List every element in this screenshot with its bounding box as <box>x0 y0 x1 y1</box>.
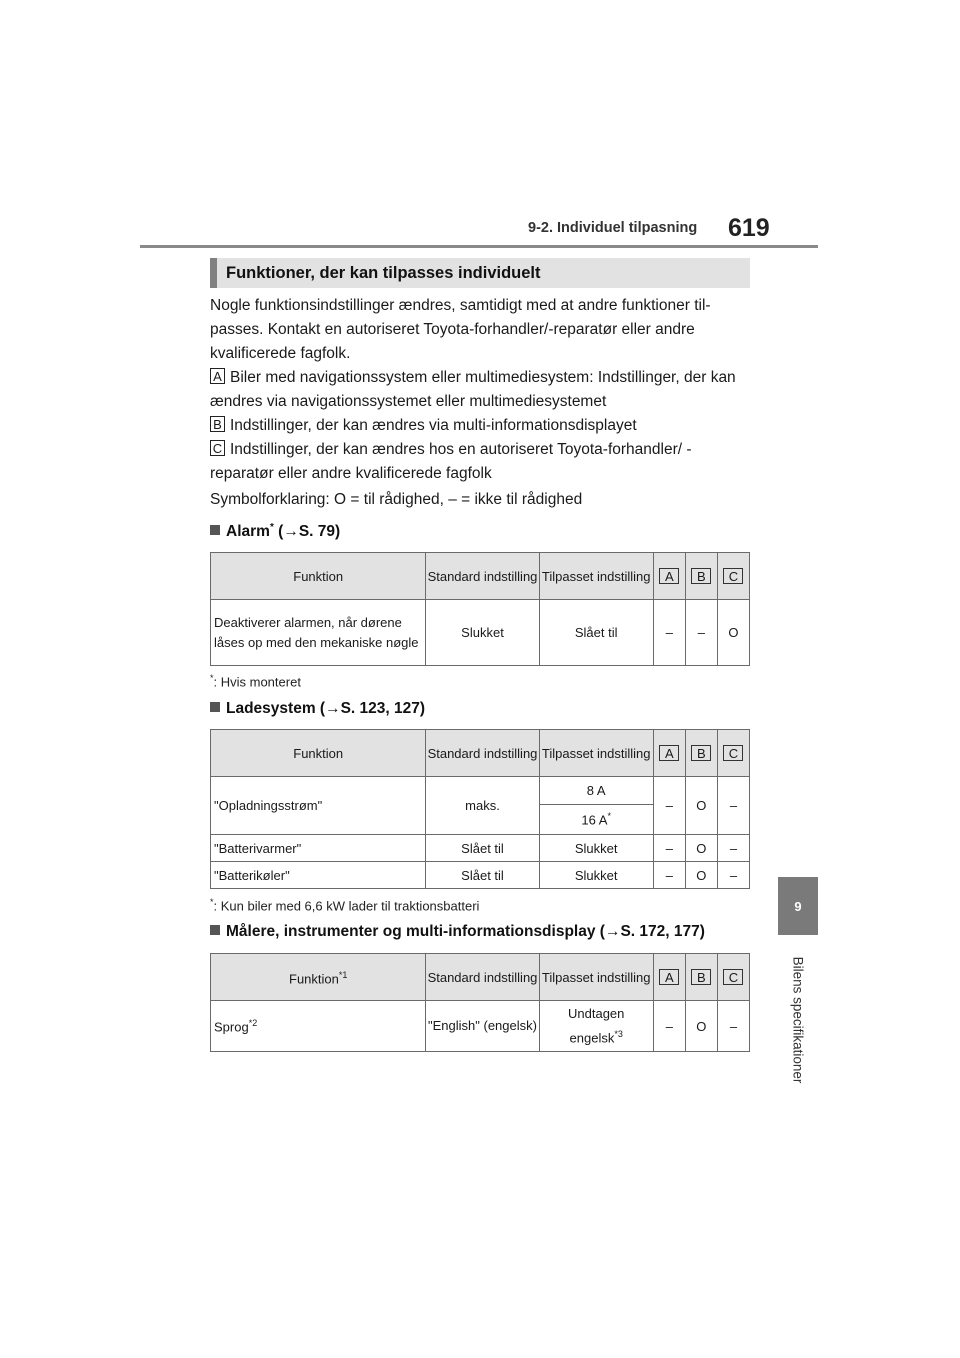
cell-standard: "English" (engelsk) <box>426 1001 539 1052</box>
cell-funktion: "Opladningsstrøm" <box>211 777 426 835</box>
section-heading <box>210 258 750 288</box>
header-c-box: C <box>723 745 743 761</box>
header-a-box: A <box>659 745 679 761</box>
cell-standard: Slukket <box>426 600 539 666</box>
alarm-title: Alarm <box>226 523 270 541</box>
footnote-text: : Hvis monteret <box>213 674 301 690</box>
header-a-box: A <box>659 568 679 584</box>
header-standard: Standard indstilling <box>426 954 539 1001</box>
maalere-title: Målere, instrumenter og multi-informationsdisplay <box>226 923 596 940</box>
list-item-a <box>210 366 755 414</box>
cell-b: – <box>685 600 717 666</box>
cell-a: – <box>653 600 685 666</box>
cell-c: – <box>717 777 749 835</box>
cell-standard: Slået til <box>426 862 539 889</box>
chapter-label-text: Bilens specifikationer <box>790 956 806 1084</box>
header-tilpasset-text: Tilpasset indstilling <box>541 568 651 584</box>
header-c <box>717 730 749 777</box>
cell-funktion: "Batterikøler" <box>211 862 426 889</box>
intro-paragraph: Nogle funktionsindstillinger ændres, samtidigt med at andre funktioner til-passes. Kontakt en autoriseret Toyota-forhandler/-reparatør eller andre kvalificerede fagfolk. <box>210 297 711 362</box>
cell-b: O <box>685 1001 717 1052</box>
table-header-row <box>211 954 750 1001</box>
header-a-box: A <box>659 969 679 985</box>
list-item-b-text: Indstillinger, der kan ændres via multi-informationsdisplayet <box>230 417 637 434</box>
header-b <box>685 730 717 777</box>
list-item-c-text: Indstillinger, der kan ændres hos en autoriseret Toyota-forhandler/ -reparatør eller andre kvalificerede fagfolk <box>210 441 692 482</box>
alarm-ref: (→S. 79) <box>278 523 341 541</box>
cell-tilpasset-1: 8 A <box>539 777 653 805</box>
maalere-heading <box>210 923 705 941</box>
header-a <box>653 553 685 600</box>
maalere-table <box>210 953 750 1052</box>
alarm-heading <box>210 522 340 541</box>
cell-funktion: Deaktiverer alarmen, når dørene låses op med den mekaniske nøgle <box>211 600 426 666</box>
header-b <box>685 553 717 600</box>
cell-a: – <box>653 1001 685 1052</box>
header-funktion-text: Funktion <box>289 971 339 987</box>
header-c <box>717 553 749 600</box>
header-b-box: B <box>691 969 711 985</box>
cell-tilpasset: Slukket <box>539 862 653 889</box>
section-title: 9-2. Individuel tilpasning <box>528 220 698 236</box>
header-standard-text: Standard indstilling <box>427 568 538 584</box>
maalere-ref: (→S. 172, 177) <box>599 923 705 940</box>
header-standard: Standard indstilling <box>426 730 539 777</box>
cell-b: O <box>685 862 717 889</box>
cell-funktion-sup: *2 <box>248 1017 258 1028</box>
cell-tilpasset-2-text: 16 A <box>581 812 608 828</box>
cell-c: – <box>717 1001 749 1052</box>
header-b-box: B <box>691 568 711 584</box>
cell-b: O <box>685 777 717 835</box>
header-c <box>717 954 749 1001</box>
cell-funktion <box>211 1001 426 1052</box>
header-funktion: Funktion <box>211 553 426 600</box>
table-row <box>211 835 750 862</box>
cell-c: – <box>717 835 749 862</box>
header-tilpasset: Tilpasset indstilling <box>539 954 653 1001</box>
footnote-text: : Kun biler med 6,6 kW lader til traktionsbatteri <box>213 898 480 914</box>
table-header-row <box>211 730 750 777</box>
cell-tilpasset-sup: *3 <box>614 1028 623 1039</box>
symbol-legend: Symbolforklaring: O = til rådighed, – = ikke til rådighed <box>210 491 583 508</box>
header-funktion: Funktion <box>211 730 426 777</box>
cell-c: – <box>717 862 749 889</box>
badge-c: C <box>210 440 225 456</box>
header-funktion <box>211 954 426 1001</box>
cell-tilpasset-2-sup: * <box>607 811 611 822</box>
square-bullet-icon <box>210 525 220 535</box>
list-item-a-text: Biler med navigationssystem eller multimediesystem: Indstillinger, der kan ændres via navigationssystemet eller multimediesystemet <box>210 369 736 410</box>
cell-b: O <box>685 835 717 862</box>
cell-a: – <box>653 835 685 862</box>
cell-a: – <box>653 862 685 889</box>
header-b <box>685 954 717 1001</box>
alarm-table <box>210 552 750 666</box>
cell-tilpasset: Slået til <box>539 600 653 666</box>
chapter-label <box>780 944 816 1096</box>
header-c-box: C <box>723 568 743 584</box>
cell-standard: Slået til <box>426 835 539 862</box>
badge-a: A <box>210 368 225 384</box>
cell-c: O <box>717 600 749 666</box>
lade-title: Ladesystem <box>226 700 316 717</box>
page-number: 619 <box>728 214 770 242</box>
cell-tilpasset-text: Undtagen engelsk <box>568 1005 625 1046</box>
footnote-mark: * <box>210 897 214 907</box>
badge-b: B <box>210 416 225 432</box>
cell-funktion: "Batterivarmer" <box>211 835 426 862</box>
table-row <box>211 862 750 889</box>
header-standard <box>426 553 539 600</box>
cell-standard: maks. <box>426 777 539 835</box>
section-heading-text: Funktioner, der kan tilpasses individuelt <box>226 263 541 282</box>
lade-table <box>210 729 750 889</box>
lade-heading <box>210 700 425 718</box>
header-funktion-sup: *1 <box>338 969 348 980</box>
header-c-box: C <box>723 969 743 985</box>
lade-footnote <box>210 897 479 913</box>
header-tilpasset <box>539 553 653 600</box>
chapter-tab: 9 <box>778 877 818 935</box>
square-bullet-icon <box>210 702 220 712</box>
footnote-mark: * <box>210 673 214 683</box>
square-bullet-icon <box>210 925 220 935</box>
cell-tilpasset-2 <box>539 805 653 835</box>
cell-tilpasset <box>539 1001 653 1052</box>
cell-a: – <box>653 777 685 835</box>
header-tilpasset: Tilpasset indstilling <box>539 730 653 777</box>
table-row <box>211 1001 750 1052</box>
table-row <box>211 600 750 666</box>
lade-ref: (→S. 123, 127) <box>319 700 426 717</box>
list-item-c <box>210 438 755 486</box>
header-divider <box>140 245 818 248</box>
cell-tilpasset: Slukket <box>539 835 653 862</box>
cell-funktion-text: Sprog <box>214 1019 249 1035</box>
table-row <box>211 777 750 805</box>
header-a <box>653 730 685 777</box>
list-item-b <box>210 414 755 438</box>
alarm-asterisk: * <box>269 522 274 533</box>
header-a <box>653 954 685 1001</box>
table-header-row <box>211 553 750 600</box>
header-b-box: B <box>691 745 711 761</box>
alarm-footnote <box>210 673 301 689</box>
